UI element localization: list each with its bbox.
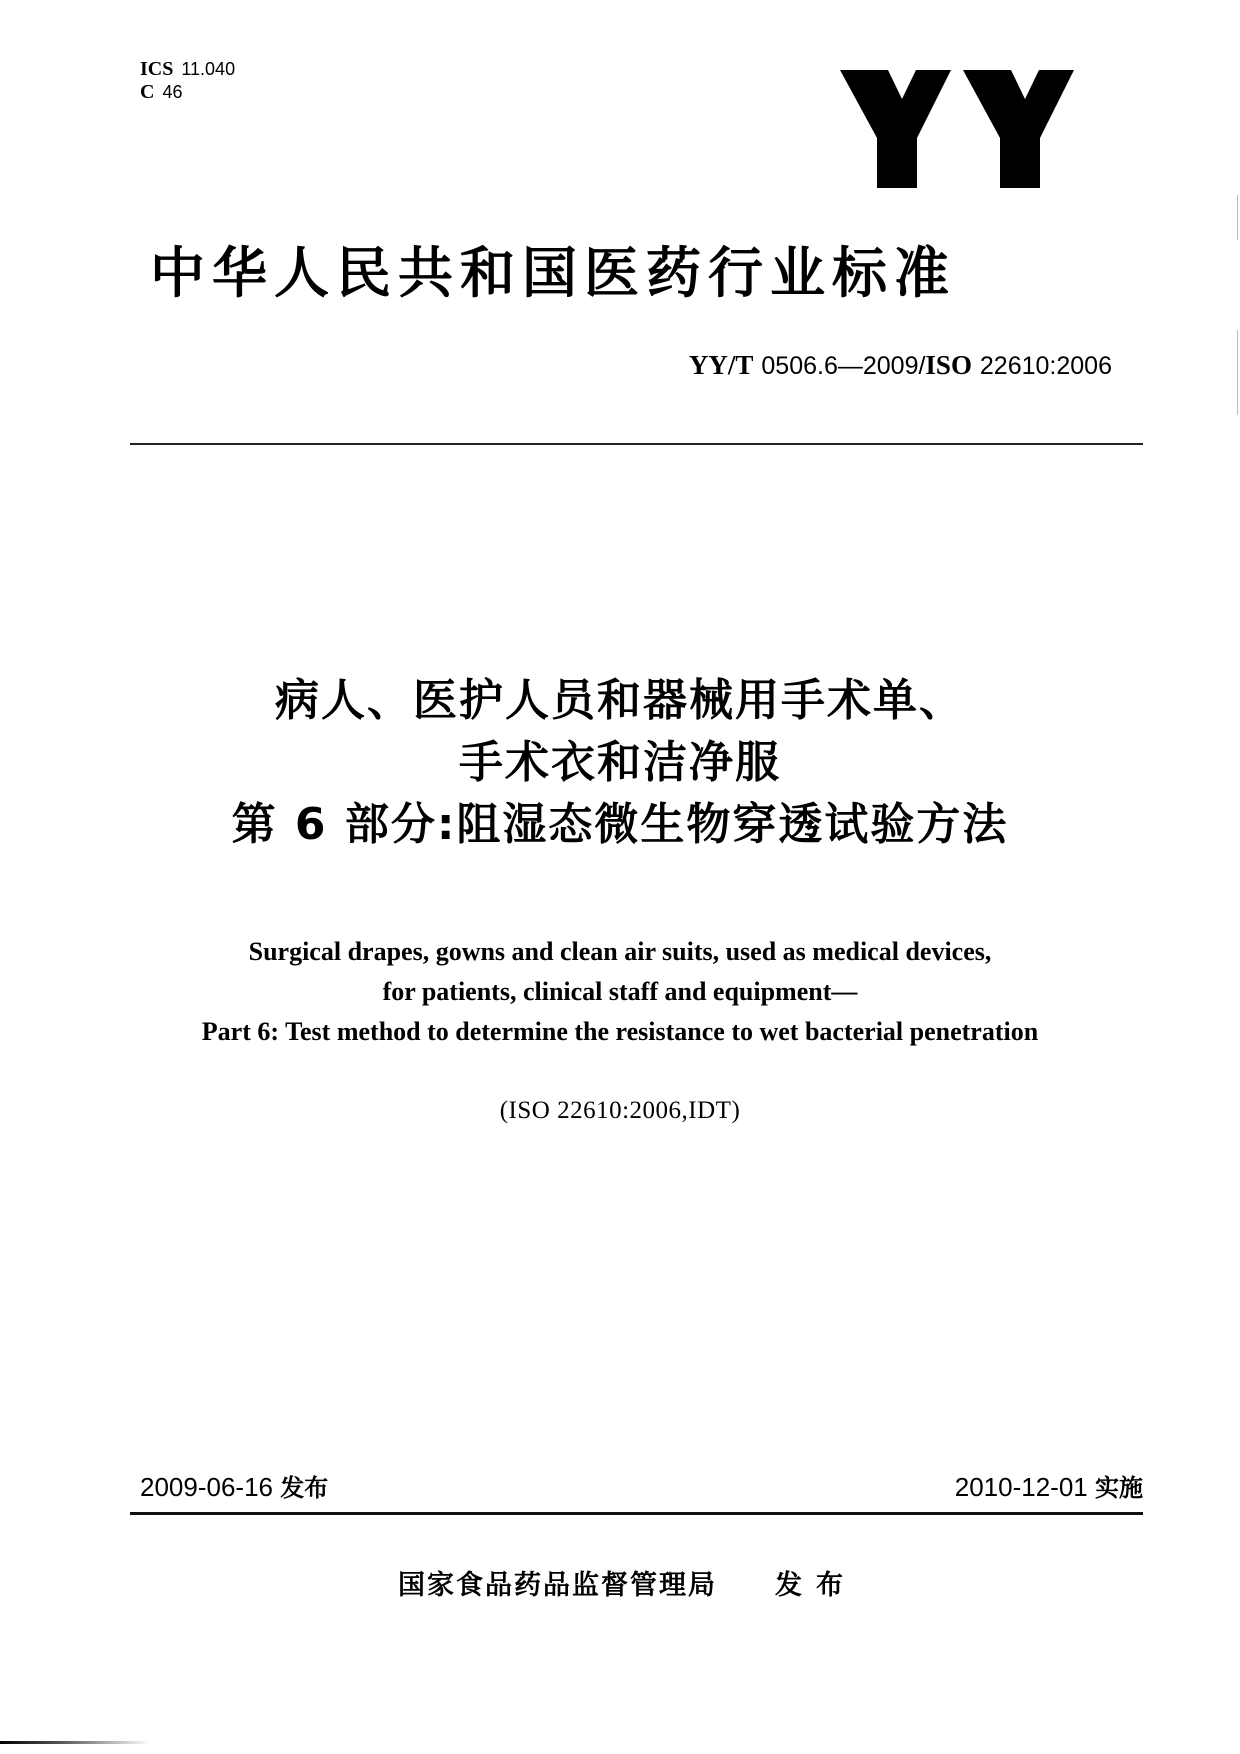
- top-divider: [130, 443, 1143, 445]
- yy-logo: [835, 48, 1075, 208]
- iso-code: 22610:2006: [979, 352, 1112, 380]
- ccs-value: 46: [162, 82, 183, 102]
- issue-date-label: 发布: [280, 1474, 329, 1502]
- chinese-title-line-3: 第 6 部分:阻湿态微生物穿透试验方法: [231, 799, 1009, 850]
- ics-label: ICS: [140, 58, 174, 80]
- bottom-divider: [130, 1512, 1143, 1515]
- yy-logo-icon: [835, 48, 1075, 208]
- scan-edge-artifact: [0, 1741, 150, 1744]
- english-title-line-3: Part 6: Test method to determine the resistance to wet bacterial penetration: [201, 1017, 1039, 1046]
- publisher: [398, 1563, 857, 1602]
- ics-value: 11.040: [181, 59, 236, 79]
- chinese-title-line-2: 手术衣和洁净服: [459, 737, 781, 788]
- ccs-code: [140, 81, 235, 104]
- ics-code: [140, 58, 235, 81]
- scan-edge-artifact: [1237, 195, 1238, 240]
- standard-name: 中华人民共和国医药行业标准: [150, 241, 957, 305]
- publisher-action: 发布: [775, 1570, 857, 1601]
- chinese-title-line-1: 病人、医护人员和器械用手术单、: [275, 675, 965, 726]
- standard-code: 0506.6—2009/: [761, 352, 926, 380]
- standard-number: [689, 350, 1112, 381]
- ccs-label: C: [140, 81, 155, 103]
- issue-date-value: 2009-06-16: [140, 1472, 273, 1502]
- standard-prefix: YY/T: [688, 350, 754, 380]
- issue-date: [140, 1468, 328, 1503]
- english-title: [100, 932, 1140, 1052]
- implementation-date: [955, 1468, 1143, 1503]
- chinese-title: [100, 670, 1140, 856]
- iso-prefix: ISO: [925, 350, 972, 380]
- classification-codes: [140, 58, 235, 104]
- publisher-name: 国家食品药品监督管理局: [398, 1570, 717, 1601]
- date-row: [140, 1468, 1143, 1502]
- scan-edge-artifact: [1237, 330, 1238, 415]
- english-title-line-2: for patients, clinical staff and equipment—: [382, 977, 858, 1006]
- iso-equivalence: (ISO 22610:2006,IDT): [499, 1097, 741, 1124]
- english-title-line-1: Surgical drapes, gowns and clean air suits, used as medical devices,: [248, 937, 992, 966]
- implementation-date-value: 2010-12-01: [954, 1472, 1088, 1502]
- implementation-date-label: 实施: [1095, 1474, 1143, 1502]
